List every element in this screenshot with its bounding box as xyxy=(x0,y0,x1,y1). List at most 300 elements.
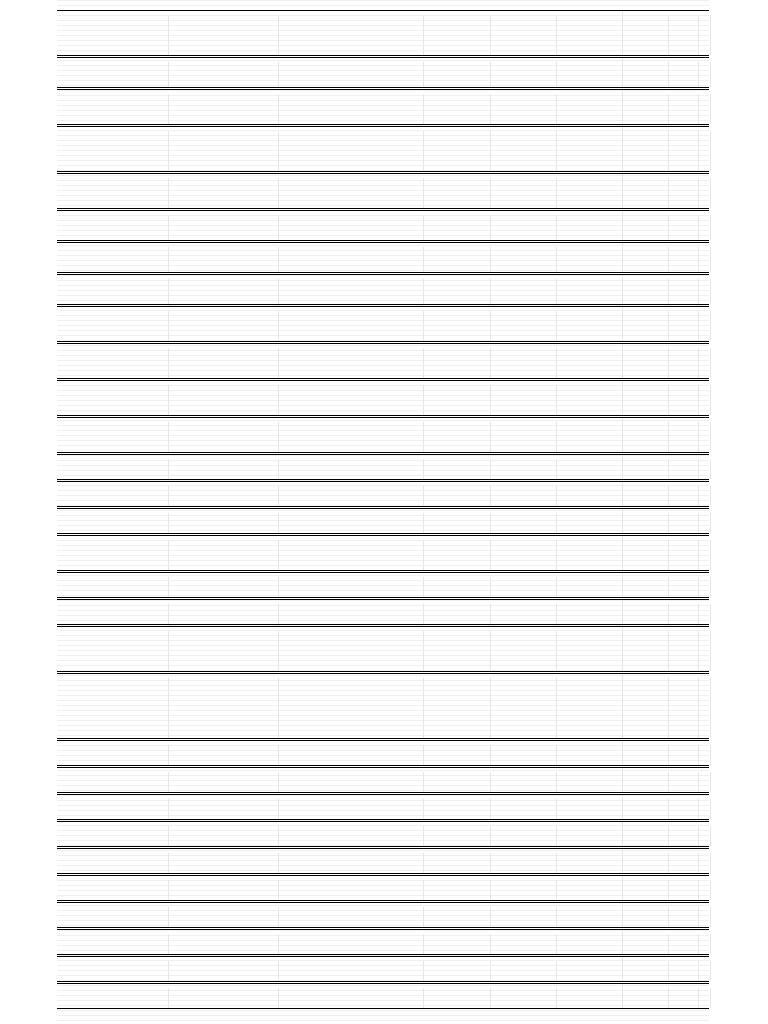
table-cell[interactable] xyxy=(555,447,623,452)
table-cell[interactable] xyxy=(277,267,424,272)
table-cell[interactable] xyxy=(489,592,557,597)
table-cell[interactable] xyxy=(422,528,491,533)
table-cell[interactable] xyxy=(555,787,623,792)
table-cell[interactable] xyxy=(422,166,491,171)
table-cell[interactable] xyxy=(621,501,669,506)
table-cell[interactable] xyxy=(167,666,279,671)
table-cell[interactable] xyxy=(697,166,711,171)
table-cell[interactable] xyxy=(167,619,279,624)
table-cell[interactable] xyxy=(667,474,699,479)
table-cell[interactable] xyxy=(555,410,623,415)
table-row xyxy=(57,501,709,507)
table-cell[interactable] xyxy=(697,592,711,597)
table-cell[interactable] xyxy=(555,592,623,597)
table-cell[interactable] xyxy=(489,619,557,624)
table-cell[interactable] xyxy=(57,565,169,570)
table-cell[interactable] xyxy=(167,235,279,240)
table-cell[interactable] xyxy=(422,410,491,415)
table-cell[interactable] xyxy=(57,410,169,415)
table-cell[interactable] xyxy=(555,841,623,846)
table-cell[interactable] xyxy=(555,949,623,954)
table-cell[interactable] xyxy=(277,895,424,900)
table-cell[interactable] xyxy=(167,841,279,846)
table-cell[interactable] xyxy=(697,733,711,738)
table-cell[interactable] xyxy=(422,1003,491,1008)
table-cell[interactable] xyxy=(277,733,424,738)
table-cell[interactable] xyxy=(489,410,557,415)
table-row xyxy=(57,1003,709,1009)
grid-line xyxy=(57,0,709,1)
table-cell[interactable] xyxy=(489,666,557,671)
table-cell[interactable] xyxy=(621,760,669,765)
table-cell[interactable] xyxy=(667,841,699,846)
table-cell[interactable] xyxy=(621,235,669,240)
table-cell[interactable] xyxy=(489,949,557,954)
table-cell[interactable] xyxy=(422,474,491,479)
table-cell[interactable] xyxy=(667,592,699,597)
table-cell[interactable] xyxy=(57,267,169,272)
table-cell[interactable] xyxy=(277,119,424,124)
table-row xyxy=(57,166,709,172)
table-row xyxy=(57,528,709,534)
table-row xyxy=(57,410,709,416)
table-cell[interactable] xyxy=(167,82,279,87)
table-cell[interactable] xyxy=(489,1003,557,1008)
table-cell[interactable] xyxy=(667,235,699,240)
table-cell[interactable] xyxy=(489,235,557,240)
table-cell[interactable] xyxy=(422,666,491,671)
table-cell[interactable] xyxy=(422,868,491,873)
table-cell[interactable] xyxy=(489,922,557,927)
table-cell[interactable] xyxy=(422,565,491,570)
table-cell[interactable] xyxy=(422,760,491,765)
table-cell[interactable] xyxy=(57,119,169,124)
table-cell[interactable] xyxy=(277,203,424,208)
table-cell[interactable] xyxy=(555,868,623,873)
table-cell[interactable] xyxy=(621,410,669,415)
table-cell[interactable] xyxy=(167,733,279,738)
table-cell[interactable] xyxy=(277,474,424,479)
table-cell[interactable] xyxy=(697,814,711,819)
table-cell[interactable] xyxy=(555,235,623,240)
table-cell[interactable] xyxy=(621,922,669,927)
table-row xyxy=(57,447,709,453)
table-cell[interactable] xyxy=(621,373,669,378)
table-row xyxy=(57,373,709,379)
table-cell[interactable] xyxy=(621,119,669,124)
table-row xyxy=(57,565,709,571)
table-cell[interactable] xyxy=(57,501,169,506)
table-cell[interactable] xyxy=(555,501,623,506)
table-cell[interactable] xyxy=(489,299,557,304)
table-cell[interactable] xyxy=(277,619,424,624)
table-cell[interactable] xyxy=(555,814,623,819)
table-cell[interactable] xyxy=(167,501,279,506)
grid-line xyxy=(57,1015,709,1016)
table-cell[interactable] xyxy=(277,235,424,240)
table-cell[interactable] xyxy=(489,814,557,819)
table-cell[interactable] xyxy=(555,166,623,171)
table-cell[interactable] xyxy=(57,1003,169,1008)
table-cell[interactable] xyxy=(277,166,424,171)
table-cell[interactable] xyxy=(667,203,699,208)
table-cell[interactable] xyxy=(57,841,169,846)
table-cell[interactable] xyxy=(167,787,279,792)
table-cell[interactable] xyxy=(489,528,557,533)
grid-line xyxy=(57,1020,709,1021)
table-cell[interactable] xyxy=(57,373,169,378)
table-cell[interactable] xyxy=(167,760,279,765)
table-cell[interactable] xyxy=(621,787,669,792)
table-cell[interactable] xyxy=(555,119,623,124)
table-cell[interactable] xyxy=(167,267,279,272)
table-cell[interactable] xyxy=(697,299,711,304)
table-cell[interactable] xyxy=(489,119,557,124)
table-row xyxy=(57,50,709,56)
table-cell[interactable] xyxy=(697,895,711,900)
table-cell[interactable] xyxy=(621,841,669,846)
table-cell[interactable] xyxy=(555,1003,623,1008)
table-cell[interactable] xyxy=(489,336,557,341)
grid-line xyxy=(57,5,709,6)
table-cell[interactable] xyxy=(667,565,699,570)
table-cell[interactable] xyxy=(621,203,669,208)
table-cell[interactable] xyxy=(667,299,699,304)
table-cell[interactable] xyxy=(277,592,424,597)
table-cell[interactable] xyxy=(555,373,623,378)
table-cell[interactable] xyxy=(555,299,623,304)
table-cell[interactable] xyxy=(621,267,669,272)
table-cell[interactable] xyxy=(489,976,557,981)
table-cell[interactable] xyxy=(555,528,623,533)
table-cell[interactable] xyxy=(697,373,711,378)
table-cell[interactable] xyxy=(555,895,623,900)
table-cell[interactable] xyxy=(422,895,491,900)
table-cell[interactable] xyxy=(621,666,669,671)
table-cell[interactable] xyxy=(277,787,424,792)
table-cell[interactable] xyxy=(697,787,711,792)
table-cell[interactable] xyxy=(621,976,669,981)
table-cell[interactable] xyxy=(489,760,557,765)
table-cell[interactable] xyxy=(57,592,169,597)
table-cell[interactable] xyxy=(489,841,557,846)
table-cell[interactable] xyxy=(667,166,699,171)
table-cell[interactable] xyxy=(697,949,711,954)
table-cell[interactable] xyxy=(489,82,557,87)
table-row xyxy=(57,336,709,342)
table-cell[interactable] xyxy=(697,336,711,341)
table-cell[interactable] xyxy=(667,733,699,738)
table-cell[interactable] xyxy=(667,949,699,954)
table-cell[interactable] xyxy=(57,949,169,954)
table-row xyxy=(57,619,709,625)
table-cell[interactable] xyxy=(667,267,699,272)
table-cell[interactable] xyxy=(667,922,699,927)
table-cell[interactable] xyxy=(422,336,491,341)
table-cell[interactable] xyxy=(57,787,169,792)
table-cell[interactable] xyxy=(667,619,699,624)
table-cell[interactable] xyxy=(621,50,669,55)
table-cell[interactable] xyxy=(167,949,279,954)
table-cell[interactable] xyxy=(422,592,491,597)
table-cell[interactable] xyxy=(167,528,279,533)
table-cell[interactable] xyxy=(489,267,557,272)
table-cell[interactable] xyxy=(277,976,424,981)
table-cell[interactable] xyxy=(489,868,557,873)
table-cell[interactable] xyxy=(621,619,669,624)
table-cell[interactable] xyxy=(667,373,699,378)
table-row xyxy=(57,787,709,793)
table-cell[interactable] xyxy=(555,50,623,55)
table-cell[interactable] xyxy=(57,50,169,55)
table-cell[interactable] xyxy=(555,733,623,738)
table-cell[interactable] xyxy=(697,619,711,624)
table-cell[interactable] xyxy=(277,922,424,927)
table-cell[interactable] xyxy=(422,299,491,304)
table-cell[interactable] xyxy=(621,949,669,954)
table-cell[interactable] xyxy=(422,922,491,927)
table-cell[interactable] xyxy=(277,565,424,570)
table-cell[interactable] xyxy=(57,203,169,208)
table-cell[interactable] xyxy=(555,336,623,341)
table-cell[interactable] xyxy=(555,203,623,208)
table-cell[interactable] xyxy=(167,410,279,415)
table-row xyxy=(57,868,709,874)
table-cell[interactable] xyxy=(667,814,699,819)
table-cell[interactable] xyxy=(489,895,557,900)
table-cell[interactable] xyxy=(57,976,169,981)
table-cell[interactable] xyxy=(167,1003,279,1008)
table-cell[interactable] xyxy=(555,474,623,479)
table-cell[interactable] xyxy=(167,565,279,570)
table-cell[interactable] xyxy=(57,336,169,341)
table-cell[interactable] xyxy=(555,267,623,272)
table-cell[interactable] xyxy=(621,1003,669,1008)
table-cell[interactable] xyxy=(621,474,669,479)
table-cell[interactable] xyxy=(277,666,424,671)
table-cell[interactable] xyxy=(667,501,699,506)
table-cell[interactable] xyxy=(57,733,169,738)
table-cell[interactable] xyxy=(422,50,491,55)
table-cell[interactable] xyxy=(667,528,699,533)
table-cell[interactable] xyxy=(697,447,711,452)
table-row xyxy=(57,474,709,480)
table-cell[interactable] xyxy=(555,976,623,981)
table-cell[interactable] xyxy=(57,666,169,671)
table-cell[interactable] xyxy=(422,619,491,624)
table-cell[interactable] xyxy=(621,528,669,533)
table-cell[interactable] xyxy=(57,235,169,240)
table-cell[interactable] xyxy=(422,82,491,87)
table-cell[interactable] xyxy=(422,119,491,124)
table-cell[interactable] xyxy=(555,760,623,765)
table-row xyxy=(57,895,709,901)
table-cell[interactable] xyxy=(667,119,699,124)
table-cell[interactable] xyxy=(422,267,491,272)
table-cell[interactable] xyxy=(167,592,279,597)
table-cell[interactable] xyxy=(422,235,491,240)
table-cell[interactable] xyxy=(167,336,279,341)
table-cell[interactable] xyxy=(57,82,169,87)
table-cell[interactable] xyxy=(621,565,669,570)
table-cell[interactable] xyxy=(555,82,623,87)
table-cell[interactable] xyxy=(621,447,669,452)
table-cell[interactable] xyxy=(277,501,424,506)
table-cell[interactable] xyxy=(277,50,424,55)
table-cell[interactable] xyxy=(167,922,279,927)
table-cell[interactable] xyxy=(422,841,491,846)
table-cell[interactable] xyxy=(277,841,424,846)
table-cell[interactable] xyxy=(167,474,279,479)
table-cell[interactable] xyxy=(489,50,557,55)
table-cell[interactable] xyxy=(57,868,169,873)
table-cell[interactable] xyxy=(555,619,623,624)
table-cell[interactable] xyxy=(167,895,279,900)
table-cell[interactable] xyxy=(621,733,669,738)
table-cell[interactable] xyxy=(277,410,424,415)
table-cell[interactable] xyxy=(489,565,557,570)
table-cell[interactable] xyxy=(167,868,279,873)
table-cell[interactable] xyxy=(489,501,557,506)
table-cell[interactable] xyxy=(277,299,424,304)
table-cell[interactable] xyxy=(57,528,169,533)
table-cell[interactable] xyxy=(489,474,557,479)
table-cell[interactable] xyxy=(697,235,711,240)
table-row xyxy=(57,760,709,766)
table-row xyxy=(57,949,709,955)
table-cell[interactable] xyxy=(697,976,711,981)
table-cell[interactable] xyxy=(667,82,699,87)
table-cell[interactable] xyxy=(422,203,491,208)
table-cell[interactable] xyxy=(489,373,557,378)
table-cell[interactable] xyxy=(697,501,711,506)
table-row xyxy=(57,267,709,273)
table-cell[interactable] xyxy=(697,922,711,927)
table-cell[interactable] xyxy=(57,922,169,927)
table-row xyxy=(57,841,709,847)
table-cell[interactable] xyxy=(277,373,424,378)
table-cell[interactable] xyxy=(667,787,699,792)
table-row xyxy=(57,592,709,598)
table-cell[interactable] xyxy=(697,528,711,533)
table-cell[interactable] xyxy=(57,447,169,452)
table-cell[interactable] xyxy=(57,474,169,479)
table-cell[interactable] xyxy=(167,203,279,208)
table-row xyxy=(57,119,709,125)
table-cell[interactable] xyxy=(277,868,424,873)
table-cell[interactable] xyxy=(277,528,424,533)
table-cell[interactable] xyxy=(489,787,557,792)
table-row xyxy=(57,666,709,672)
table-row xyxy=(57,82,709,88)
table-cell[interactable] xyxy=(667,760,699,765)
table-cell[interactable] xyxy=(697,50,711,55)
table-cell[interactable] xyxy=(621,299,669,304)
table-cell[interactable] xyxy=(621,166,669,171)
table-cell[interactable] xyxy=(667,1003,699,1008)
table-cell[interactable] xyxy=(277,814,424,819)
table-cell[interactable] xyxy=(277,1003,424,1008)
table-cell[interactable] xyxy=(667,976,699,981)
table-cell[interactable] xyxy=(697,474,711,479)
table-cell[interactable] xyxy=(167,50,279,55)
table-row xyxy=(57,733,709,739)
table-cell[interactable] xyxy=(422,733,491,738)
table-cell[interactable] xyxy=(489,203,557,208)
table-cell[interactable] xyxy=(57,760,169,765)
table-cell[interactable] xyxy=(489,733,557,738)
table-cell[interactable] xyxy=(555,565,623,570)
table-cell[interactable] xyxy=(697,267,711,272)
table-cell[interactable] xyxy=(489,166,557,171)
table-cell[interactable] xyxy=(167,373,279,378)
table-cell[interactable] xyxy=(277,336,424,341)
table-cell[interactable] xyxy=(697,410,711,415)
table-cell[interactable] xyxy=(57,166,169,171)
table-cell[interactable] xyxy=(277,760,424,765)
table-cell[interactable] xyxy=(422,787,491,792)
table-cell[interactable] xyxy=(697,1003,711,1008)
table-cell[interactable] xyxy=(277,82,424,87)
table-cell[interactable] xyxy=(621,868,669,873)
table-cell[interactable] xyxy=(667,895,699,900)
table-cell[interactable] xyxy=(621,592,669,597)
table-cell[interactable] xyxy=(667,868,699,873)
table-cell[interactable] xyxy=(697,868,711,873)
table-cell[interactable] xyxy=(667,336,699,341)
table-cell[interactable] xyxy=(167,814,279,819)
table-cell[interactable] xyxy=(697,565,711,570)
table-cell[interactable] xyxy=(167,299,279,304)
table-cell[interactable] xyxy=(697,760,711,765)
table-cell[interactable] xyxy=(422,373,491,378)
table-cell[interactable] xyxy=(167,976,279,981)
table-cell[interactable] xyxy=(422,949,491,954)
grid-line xyxy=(57,1010,709,1011)
table-cell[interactable] xyxy=(167,119,279,124)
table-cell[interactable] xyxy=(697,203,711,208)
table-cell[interactable] xyxy=(697,666,711,671)
table-cell[interactable] xyxy=(621,895,669,900)
table-cell[interactable] xyxy=(57,299,169,304)
table-cell[interactable] xyxy=(621,814,669,819)
table-cell[interactable] xyxy=(167,447,279,452)
table-cell[interactable] xyxy=(697,82,711,87)
table-cell[interactable] xyxy=(555,922,623,927)
table-cell[interactable] xyxy=(555,666,623,671)
table-cell[interactable] xyxy=(667,410,699,415)
table-cell[interactable] xyxy=(489,447,557,452)
table-cell[interactable] xyxy=(667,447,699,452)
table-cell[interactable] xyxy=(277,949,424,954)
table-cell[interactable] xyxy=(422,447,491,452)
table-cell[interactable] xyxy=(57,619,169,624)
table-cell[interactable] xyxy=(167,166,279,171)
table-cell[interactable] xyxy=(667,666,699,671)
table-cell[interactable] xyxy=(621,82,669,87)
table-cell[interactable] xyxy=(422,501,491,506)
table-cell[interactable] xyxy=(57,895,169,900)
table-cell[interactable] xyxy=(667,50,699,55)
table-cell[interactable] xyxy=(621,336,669,341)
table-cell[interactable] xyxy=(697,841,711,846)
table-cell[interactable] xyxy=(422,976,491,981)
table-row xyxy=(57,976,709,982)
table-cell[interactable] xyxy=(422,814,491,819)
table-cell[interactable] xyxy=(57,814,169,819)
table-cell[interactable] xyxy=(697,119,711,124)
table-cell[interactable] xyxy=(277,447,424,452)
